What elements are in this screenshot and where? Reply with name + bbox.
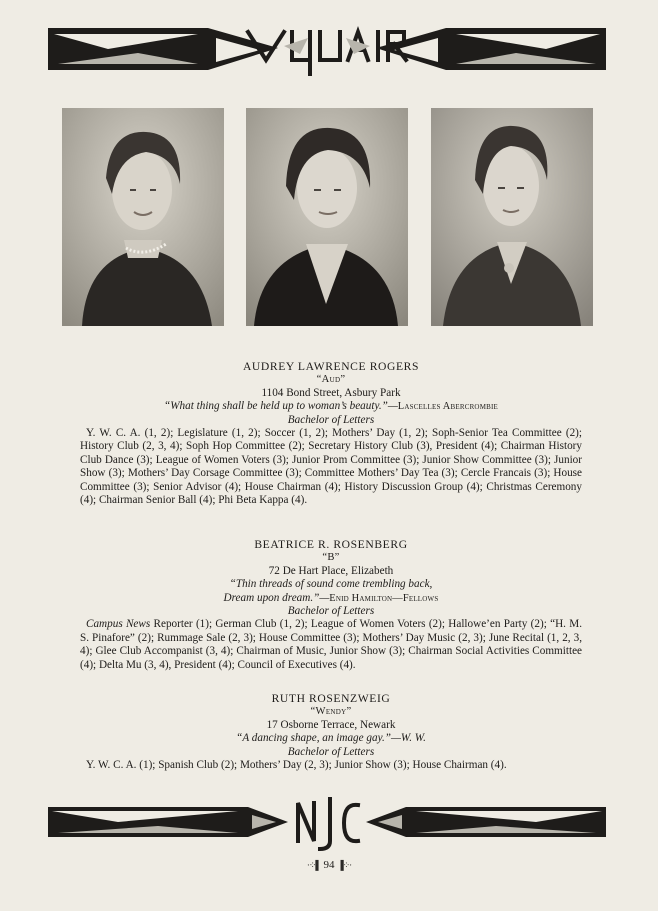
student-address: 1104 Bond Street, Asbury Park [261,386,401,399]
student-quote: “A dancing shape, an image gay.”—W. W. [236,732,426,745]
student-name: AUDREY LAWRENCE ROGERS [242,360,420,373]
quote-author: Enid Hamilton—Fellows [329,592,439,604]
page-number-ornament-left-icon: ·⁘▌ [306,860,321,870]
quote-text: “What thing shall be held up to woman’s beauty.”— [163,400,398,413]
page-number [0,859,658,871]
student-name: BEATRICE R. ROSENBERG [254,538,408,551]
student-nickname: “Wendy” [310,706,352,718]
portrait-photo-ruth-rosenzweig [431,108,593,326]
njc-footer-banner [48,795,606,853]
activities-text: Reporter (1); German Club (1, 2); League of Women Voters (2); Hallowe’en Party (2); “H. M. S. Pinafore” (2); Rummage Sale (2, 3); House Committee (3); Mothers’ Day Music (2, 3); June Recital (1, 2, 3, 4); Glee Club Accompanist (3, 4); Chairman of Music, Junior Show (3); Chairman Social Activities Committee (4); Delta Mu (3, 4), President (4); Council of Executives (4). [80,618,582,671]
quair-header-banner [48,20,606,78]
student-activities: Y. W. C. A. (1); Spanish Club (2); Mothers’ Day (2, 3); Junior Show (3); House Chairman (4). [86,759,507,772]
student-degree: Bachelor of Letters [287,413,375,426]
student-name: RUTH ROSENZWEIG [271,692,391,705]
student-nickname: “Aud” [316,374,346,386]
quote-text: Dream upon dream.”— [223,591,330,604]
student-degree: Bachelor of Letters [287,745,375,758]
student-quote-line-2 [80,592,582,605]
senior-entry-2 [80,538,582,672]
page-number-ornament-right-icon: ▐⁘· [337,860,352,870]
student-address: 72 De Hart Place, Elizabeth [268,564,394,577]
student-activities: Y. W. C. A. (1, 2); Legislature (1, 2); Soccer (1, 2); Mothers’ Day (1, 2); Soph-Senior Tea Committee (2); History Club (2, 3, 4); Soph Hop Committee (2); Secretary History Club (3), President (4); Chairman History Club Dance (3); League of Women Voters (3); Junior Prom Committee (3); Junior Show Committee (3); Junior Show (3); Mothers’ Day Corsage Committee (3); Committee Mothers’ Day Tea (3); Cercle Francais (3); House Committee (3); Senior Advisor (4); House Chairman (4); History Discussion Group (4); Christmas Ceremony (4); Chairman Senior Ball (4); Phi Beta Kappa (4). [80,427,582,507]
student-quote [80,400,582,413]
portrait-photo-audrey-rogers [62,108,224,326]
student-activities [80,618,582,672]
quote-author: Lascelles Abercrombie [397,401,498,413]
page-number-value: 94 [323,859,335,871]
campus-news-title: Campus News [86,618,151,631]
student-address: 17 Osborne Terrace, Newark [266,718,396,731]
student-nickname: “B” [322,552,340,564]
student-degree: Bachelor of Letters [287,605,375,618]
portrait-photo-beatrice-rosenberg [246,108,408,326]
senior-entry-1 [80,360,582,507]
senior-entry-3 [80,692,582,772]
student-quote-line-1: “Thin threads of sound come trembling back, [229,578,433,591]
